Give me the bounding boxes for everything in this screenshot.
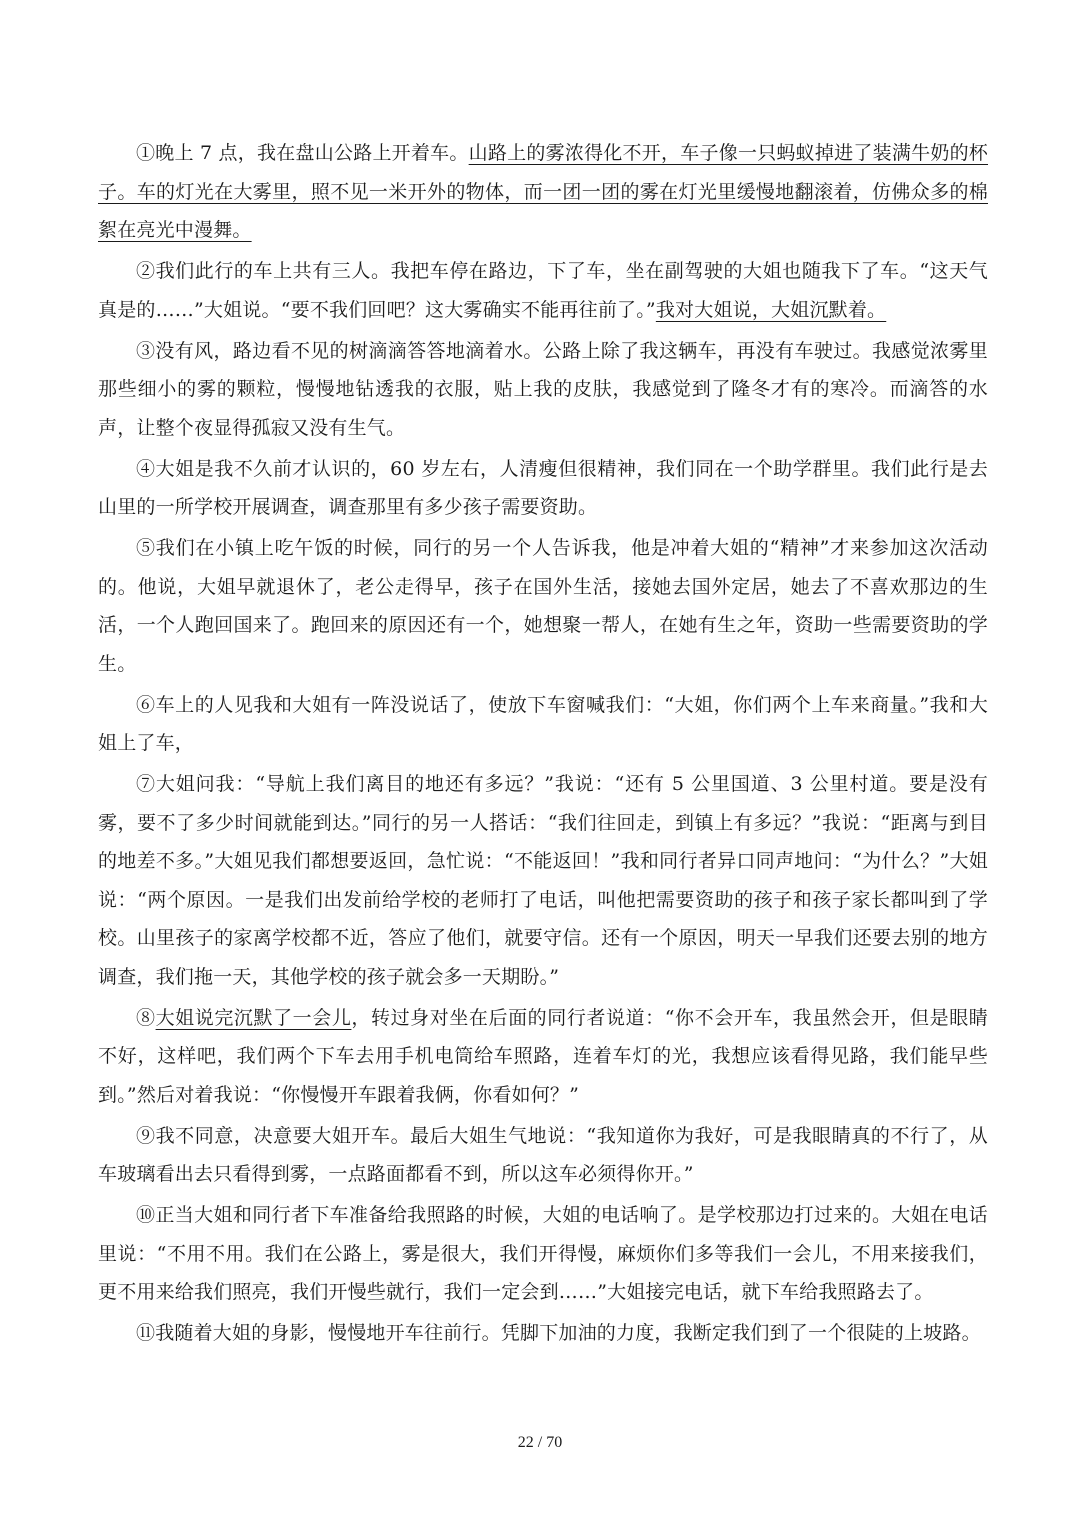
underlined-text: 山路上的雾浓得化不开，车子像一只蚂蚁掉进了装满牛奶的杯子。车的灯光在大雾里，照不见一米开外的物体，而一团一团的雾在灯光里缓慢地翻滚着，仿佛众多的棉絮在亮光中漫舞。	[98, 142, 989, 241]
paragraph-text: ⑤我们在小镇上吃午饭的时候，同行的另一个人告诉我，他是冲着大姐的“精神”才来参加这次活动的。他说，大姐早就退休了，老公走得早，孩子在国外生活，接她去国外定居，她去了不喜欢那边的生活，一个人跑回国来了。跑回来的原因还有一个，她想聚一帮人，在她有生之年，资助一些需要资助的学生。	[98, 537, 988, 675]
paragraph-text: ，转过身对坐在后面的同行者说道：“你不会开车，我虽然会开，但是眼睛不好，这样吧，我们两个下车去用手机电筒给车照路，连着车灯的光，我想应该看得见路，我们能早些到。”然后对着我说：“你慢慢开车跟着我俩，你看如何？”	[98, 1006, 988, 1106]
paragraph-3	[98, 332, 988, 448]
paragraph-4	[98, 450, 988, 527]
paragraph-5	[98, 529, 988, 683]
paragraph-2	[98, 252, 988, 329]
paragraph-text: ⑪我随着大姐的身影，慢慢地开车往前行。凭脚下加油的力度，我断定我们到了一个很陡的上坡路。	[136, 1322, 981, 1344]
paragraph-8	[98, 999, 988, 1115]
paragraph-text: ②我们此行的车上共有三人。我把车停在路边，下了车，坐在副驾驶的大姐也随我下了车。“这天气真是的……”大姐说。“要不我们回吧？这大雾确实不能再往前了。”	[98, 260, 988, 321]
paragraph-text: ⑥车上的人见我和大姐有一阵没说话了，使放下车窗喊我们：“大姐，你们两个上车来商量。”我和大姐上了车，	[98, 693, 988, 754]
paragraph-text: ③没有风，路边看不见的树滴滴答答地滴着水。公路上除了我这辆车，再没有车驶过。我感觉浓雾里那些细小的雾的颗粒，慢慢地钻透我的衣服，贴上我的皮肤，我感觉到了隆冬才有的寒冷。而滴答的水声，让整个夜显得孤寂又没有生气。	[98, 339, 988, 439]
underlined-text: 大姐说完沉默了一会儿	[155, 1006, 352, 1029]
paragraph-text: ⑧	[136, 1006, 156, 1029]
document-body	[98, 134, 988, 1353]
paragraph-10	[98, 1196, 988, 1312]
paragraph-text: ⑨我不同意，决意要大姐开车。最后大姐生气地说：“我知道你为我好，可是我眼睛真的不行了，从车玻璃看出去只看得到雾，一点路面都看不到，所以这车必须得你开。”	[98, 1124, 988, 1185]
paragraph-text: ⑩正当大姐和同行者下车准备给我照路的时候，大姐的电话响了。是学校那边打过来的。大姐在电话里说：“不用不用。我们在公路上，雾是很大，我们开得慢，麻烦你们多等我们一会儿，不用来接我们，更不用来给我们照亮，我们开慢些就行，我们一定会到……”大姐接完电话，就下车给我照路去了。	[98, 1204, 988, 1303]
paragraph-11	[98, 1314, 988, 1353]
paragraph-text: ⑦大姐问我：“导航上我们离目的地还有多远？”我说：“还有 5 公里国道、3 公里村道。要是没有雾，要不了多少时间就能到达。”同行的另一人搭话：“我们往回走，到镇上有多远？”我说：“距离与到目的地差不多。”大姐见我们都想要返回，急忙说：“不能返回！”我和同行者异口同声地问：“为什么？”大姐说：“两个原因。一是我们出发前给学校的老师打了电话，叫他把需要资助的孩子和孩子家长都叫到了学校。山里孩子的家离学校都不近，答应了他们，就要守信。还有一个原因，明天一早我们还要去别的地方调查，我们拖一天，其他学校的孩子就会多一天期盼。”	[98, 773, 988, 988]
paragraph-text: ④大姐是我不久前才认识的，60 岁左右，人清瘦但很精神，我们同在一个助学群里。我们此行是去山里的一所学校开展调查，调查那里有多少孩子需要资助。	[98, 457, 988, 518]
paragraph-7	[98, 765, 988, 996]
paragraph-text: ①晚上 7 点，我在盘山公路上开着车。	[136, 142, 469, 164]
paragraph-6	[98, 686, 988, 763]
page-number: 22 / 70	[517, 1434, 563, 1451]
paragraph-1	[98, 134, 988, 250]
paragraph-9	[98, 1117, 988, 1194]
underlined-text: 我对大姐说，大姐沉默着。	[655, 298, 887, 321]
